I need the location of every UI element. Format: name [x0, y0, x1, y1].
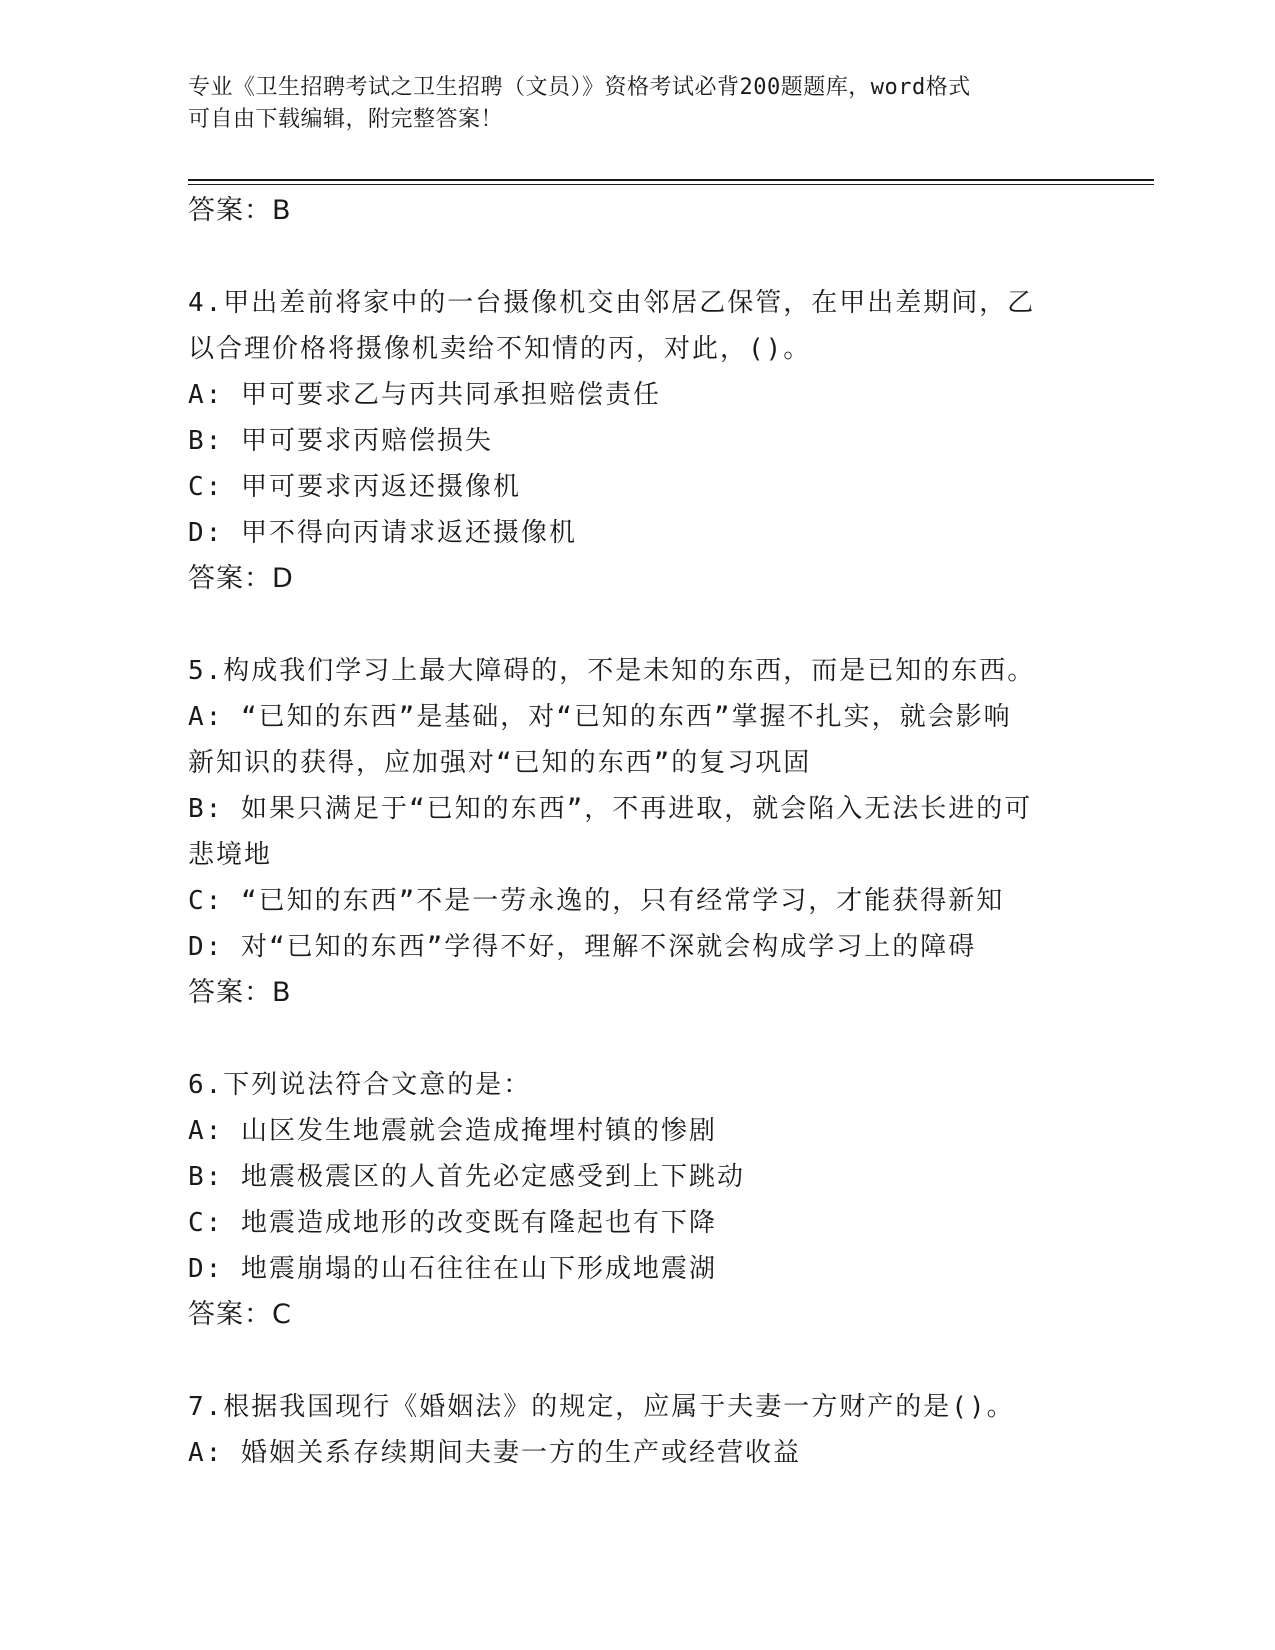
question-stem: 5.构成我们学习上最大障碍的，不是未知的东西，而是已知的东西。 [188, 656, 1036, 686]
question-7 [188, 1384, 1088, 1476]
answer-q3: 答案：B [188, 195, 292, 226]
header-line-2: 可自由下载编辑，附完整答案！ [188, 107, 504, 132]
question-stem: 7.根据我国现行《婚姻法》的规定，应属于夫妻一方财产的是()。 [188, 1392, 1015, 1422]
option-d: D: 甲不得向丙请求返还摄像机 [188, 518, 577, 548]
option-b: B: 如果只满足于“已知的东西”，不再进取，就会陷入无法长进的可 [188, 794, 1033, 824]
option-a-continued: 新知识的获得，应加强对“已知的东西”的复习巩固 [188, 748, 812, 778]
option-b-continued: 悲境地 [188, 840, 273, 870]
spacer [188, 1016, 1088, 1062]
question-stem: 以合理价格将摄像机卖给不知情的丙，对此，()。 [188, 334, 812, 364]
option-a: A: 甲可要求乙与丙共同承担赔偿责任 [188, 380, 661, 410]
answer-q4: 答案：D [188, 563, 294, 594]
option-b: B: 甲可要求丙赔偿损失 [188, 426, 493, 456]
option-a: A: 婚姻关系存续期间夫妻一方的生产或经营收益 [188, 1438, 801, 1468]
option-c: C: 地震造成地形的改变既有隆起也有下降 [188, 1208, 717, 1238]
header-divider-thin [188, 184, 1154, 185]
answer-q5: 答案：B [188, 977, 292, 1008]
header-divider-thick [188, 179, 1154, 181]
question-stem: 4.甲出差前将家中的一台摄像机交由邻居乙保管，在甲出差期间，乙 [188, 288, 1036, 318]
question-4 [188, 280, 1088, 602]
option-d: D: 地震崩塌的山石往往在山下形成地震湖 [188, 1254, 717, 1284]
spacer [188, 602, 1088, 648]
option-a: A: “已知的东西”是基础，对“已知的东西”掌握不扎实，就会影响 [188, 702, 1012, 732]
option-b: B: 地震极震区的人首先必定感受到上下跳动 [188, 1162, 745, 1192]
option-c: C: “已知的东西”不是一劳永逸的，只有经常学习，才能获得新知 [188, 886, 1005, 916]
spacer [188, 1338, 1088, 1384]
question-5 [188, 648, 1088, 1016]
option-d: D: 对“已知的东西”学得不好，理解不深就会构成学习上的障碍 [188, 932, 977, 962]
question-6 [188, 1062, 1088, 1338]
answer-q6: 答案：C [188, 1299, 292, 1330]
option-a: A: 山区发生地震就会造成掩埋村镇的惨剧 [188, 1116, 717, 1146]
option-c: C: 甲可要求丙返还摄像机 [188, 472, 521, 502]
header-line-1: 专业《卫生招聘考试之卫生招聘（文员）》资格考试必背200题题库，word格式 [188, 75, 971, 100]
question-list [188, 188, 1088, 1476]
question-stem: 6.下列说法符合文意的是： [188, 1070, 532, 1100]
spacer [188, 234, 1088, 280]
document-header [188, 72, 1088, 136]
